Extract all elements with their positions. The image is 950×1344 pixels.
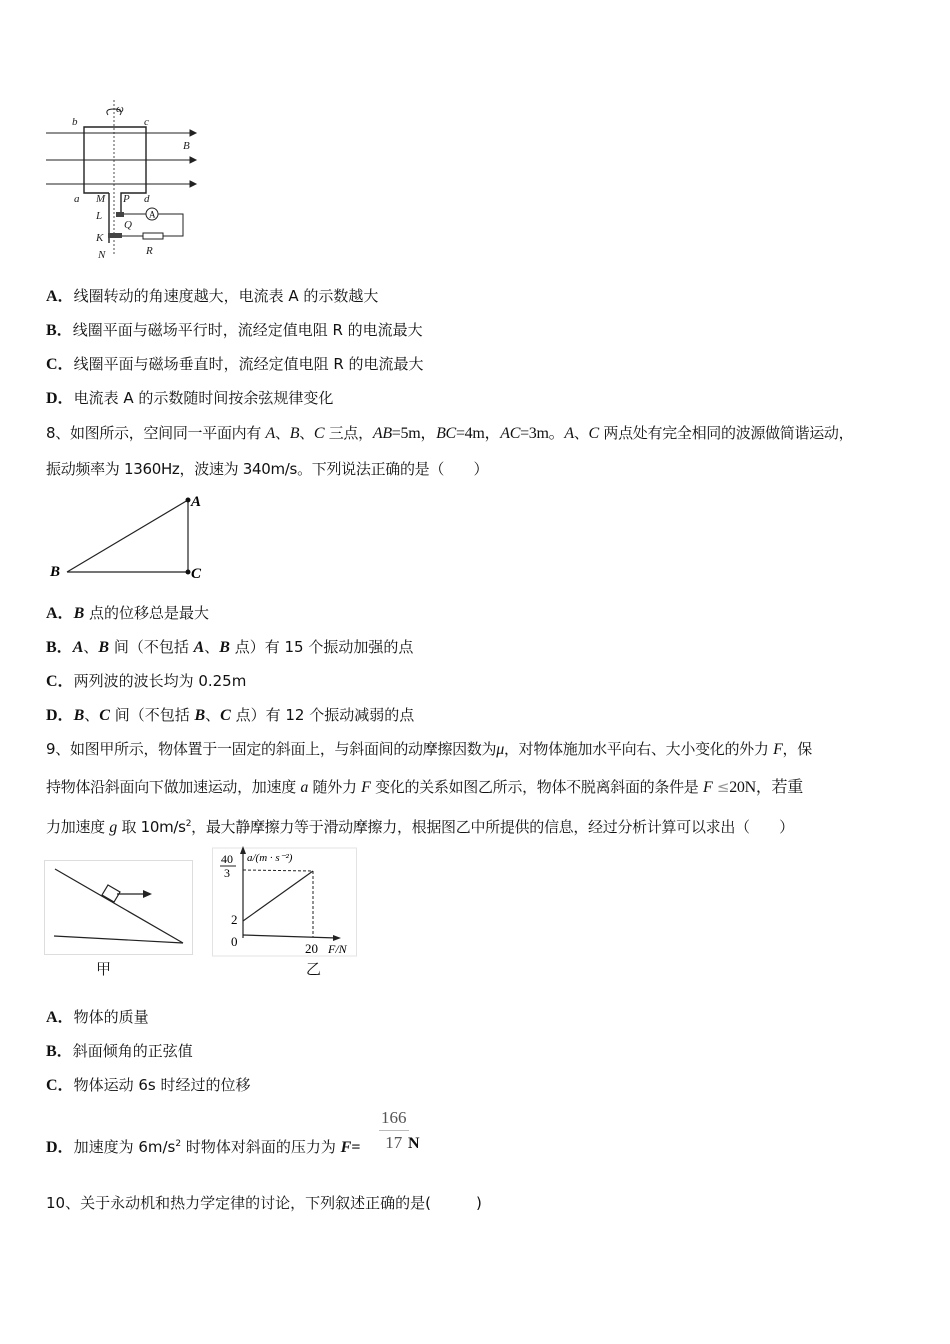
q8-option-b: B．A、B 间（不包括 A、B 点）有 15 个振动加强的点 bbox=[46, 638, 414, 656]
svg-text:M: M bbox=[96, 193, 106, 205]
svg-text:a/(m · s⁻²): a/(m · s⁻²) bbox=[247, 852, 293, 864]
fraction-166-17 bbox=[379, 1108, 409, 1153]
option-text: 电流表 A 的示数随时间按余弦规律变化 bbox=[73, 389, 334, 407]
option-letter: C． bbox=[46, 356, 74, 373]
svg-text:C: C bbox=[191, 566, 202, 582]
svg-text:b: b bbox=[72, 116, 78, 128]
svg-text:2: 2 bbox=[231, 912, 238, 927]
svg-text:a: a bbox=[74, 193, 80, 205]
svg-text:R: R bbox=[146, 245, 153, 257]
svg-text:N: N bbox=[98, 249, 106, 261]
option-text: 线圈转动的角速度越大，电流表 A 的示数越大 bbox=[73, 287, 379, 305]
svg-text:L: L bbox=[96, 210, 103, 222]
q9-stem-line-3: 力加速度 g 取 $10m/s^2$，最大静摩擦力等于滑动摩擦力，根据图乙中所提供的信息，经过分析计算可以求出（ ） bbox=[46, 818, 794, 836]
q9-option-b: B．斜面倾角的正弦值 bbox=[46, 1042, 193, 1060]
figure-q9-yi-chart bbox=[212, 842, 357, 957]
svg-text:ω: ω bbox=[116, 103, 124, 115]
q9-option-a: A．物体的质量 bbox=[46, 1008, 149, 1026]
q9-stem-line-1: 9、如图甲所示，物体置于一固定的斜面上，与斜面间的动摩擦因数为μ，对物体施加水平向右、大小变化的外力 F，保 bbox=[46, 740, 812, 758]
q8-stem-line-1: 8、如图所示，空间同一平面内有 A、B、C 三点，AB=5m，BC=4m，AC=3m。A、C 两点处有完全相同的波源做简谐运动， bbox=[46, 424, 854, 442]
q8-option-d: D．B、C 间（不包括 B、C 点）有 12 个振动减弱的点 bbox=[46, 706, 415, 724]
q9-stem-line-2: 持物体沿斜面向下做加速运动，加速度 a 随外力 F 变化的关系如图乙所示，物体不脱离斜面的条件是 F ≤20N，若重 bbox=[46, 778, 803, 796]
option-text: 线圈平面与磁场垂直时，流经定值电阻 R 的电流最大 bbox=[73, 355, 424, 373]
q7-option-a bbox=[46, 286, 378, 307]
svg-text:A: A bbox=[191, 494, 202, 510]
figure-q8-triangle bbox=[40, 485, 260, 585]
q9-option-c: C．物体运动 6s 时经过的位移 bbox=[46, 1076, 251, 1094]
svg-text:Q: Q bbox=[124, 219, 132, 231]
q8-option-c: C．两列波的波长均为 0.25m bbox=[46, 672, 247, 690]
svg-text:B: B bbox=[183, 140, 190, 152]
option-letter: D． bbox=[46, 390, 74, 407]
svg-text:P: P bbox=[123, 193, 130, 205]
q7-option-b bbox=[46, 320, 423, 341]
svg-text:20: 20 bbox=[305, 941, 318, 956]
q7-option-c bbox=[46, 354, 424, 375]
unit-newton: N bbox=[408, 1135, 420, 1152]
option-letter: A． bbox=[46, 288, 74, 305]
svg-text:A: A bbox=[149, 209, 156, 220]
option-letter: B． bbox=[46, 322, 73, 339]
svg-text:40: 40 bbox=[221, 852, 233, 866]
figure-jia-caption: 甲 bbox=[96, 960, 112, 978]
q10-stem: 10、关于永动机和热力学定律的讨论，下列叙述正确的是( ) bbox=[46, 1194, 482, 1212]
svg-text:0: 0 bbox=[231, 934, 238, 949]
svg-text:d: d bbox=[144, 193, 150, 205]
svg-text:c: c bbox=[144, 116, 149, 128]
svg-text:F/N: F/N bbox=[328, 942, 347, 956]
fraction-denominator: 17 bbox=[385, 1133, 403, 1152]
figure-q7-coil-circuit bbox=[40, 95, 210, 265]
figure-yi-caption: 乙 bbox=[306, 960, 322, 978]
q9-option-d: D．加速度为 $6m/s^2$ 时物体对斜面的压力为 F= bbox=[46, 1138, 361, 1156]
fraction-numerator: 166 bbox=[379, 1108, 409, 1131]
q7-option-d bbox=[46, 388, 333, 409]
svg-text:3: 3 bbox=[224, 866, 230, 880]
svg-text:B: B bbox=[50, 564, 61, 580]
q8-option-a: A．B 点的位移总是最大 bbox=[46, 604, 210, 622]
q8-stem-line-2: 振动频率为 1360Hz，波速为 340m/s。下列说法正确的是（ ） bbox=[46, 460, 489, 478]
option-text: 线圈平面与磁场平行时，流经定值电阻 R 的电流最大 bbox=[72, 321, 423, 339]
svg-text:K: K bbox=[96, 232, 104, 244]
figure-q9-jia-incline bbox=[44, 860, 194, 956]
